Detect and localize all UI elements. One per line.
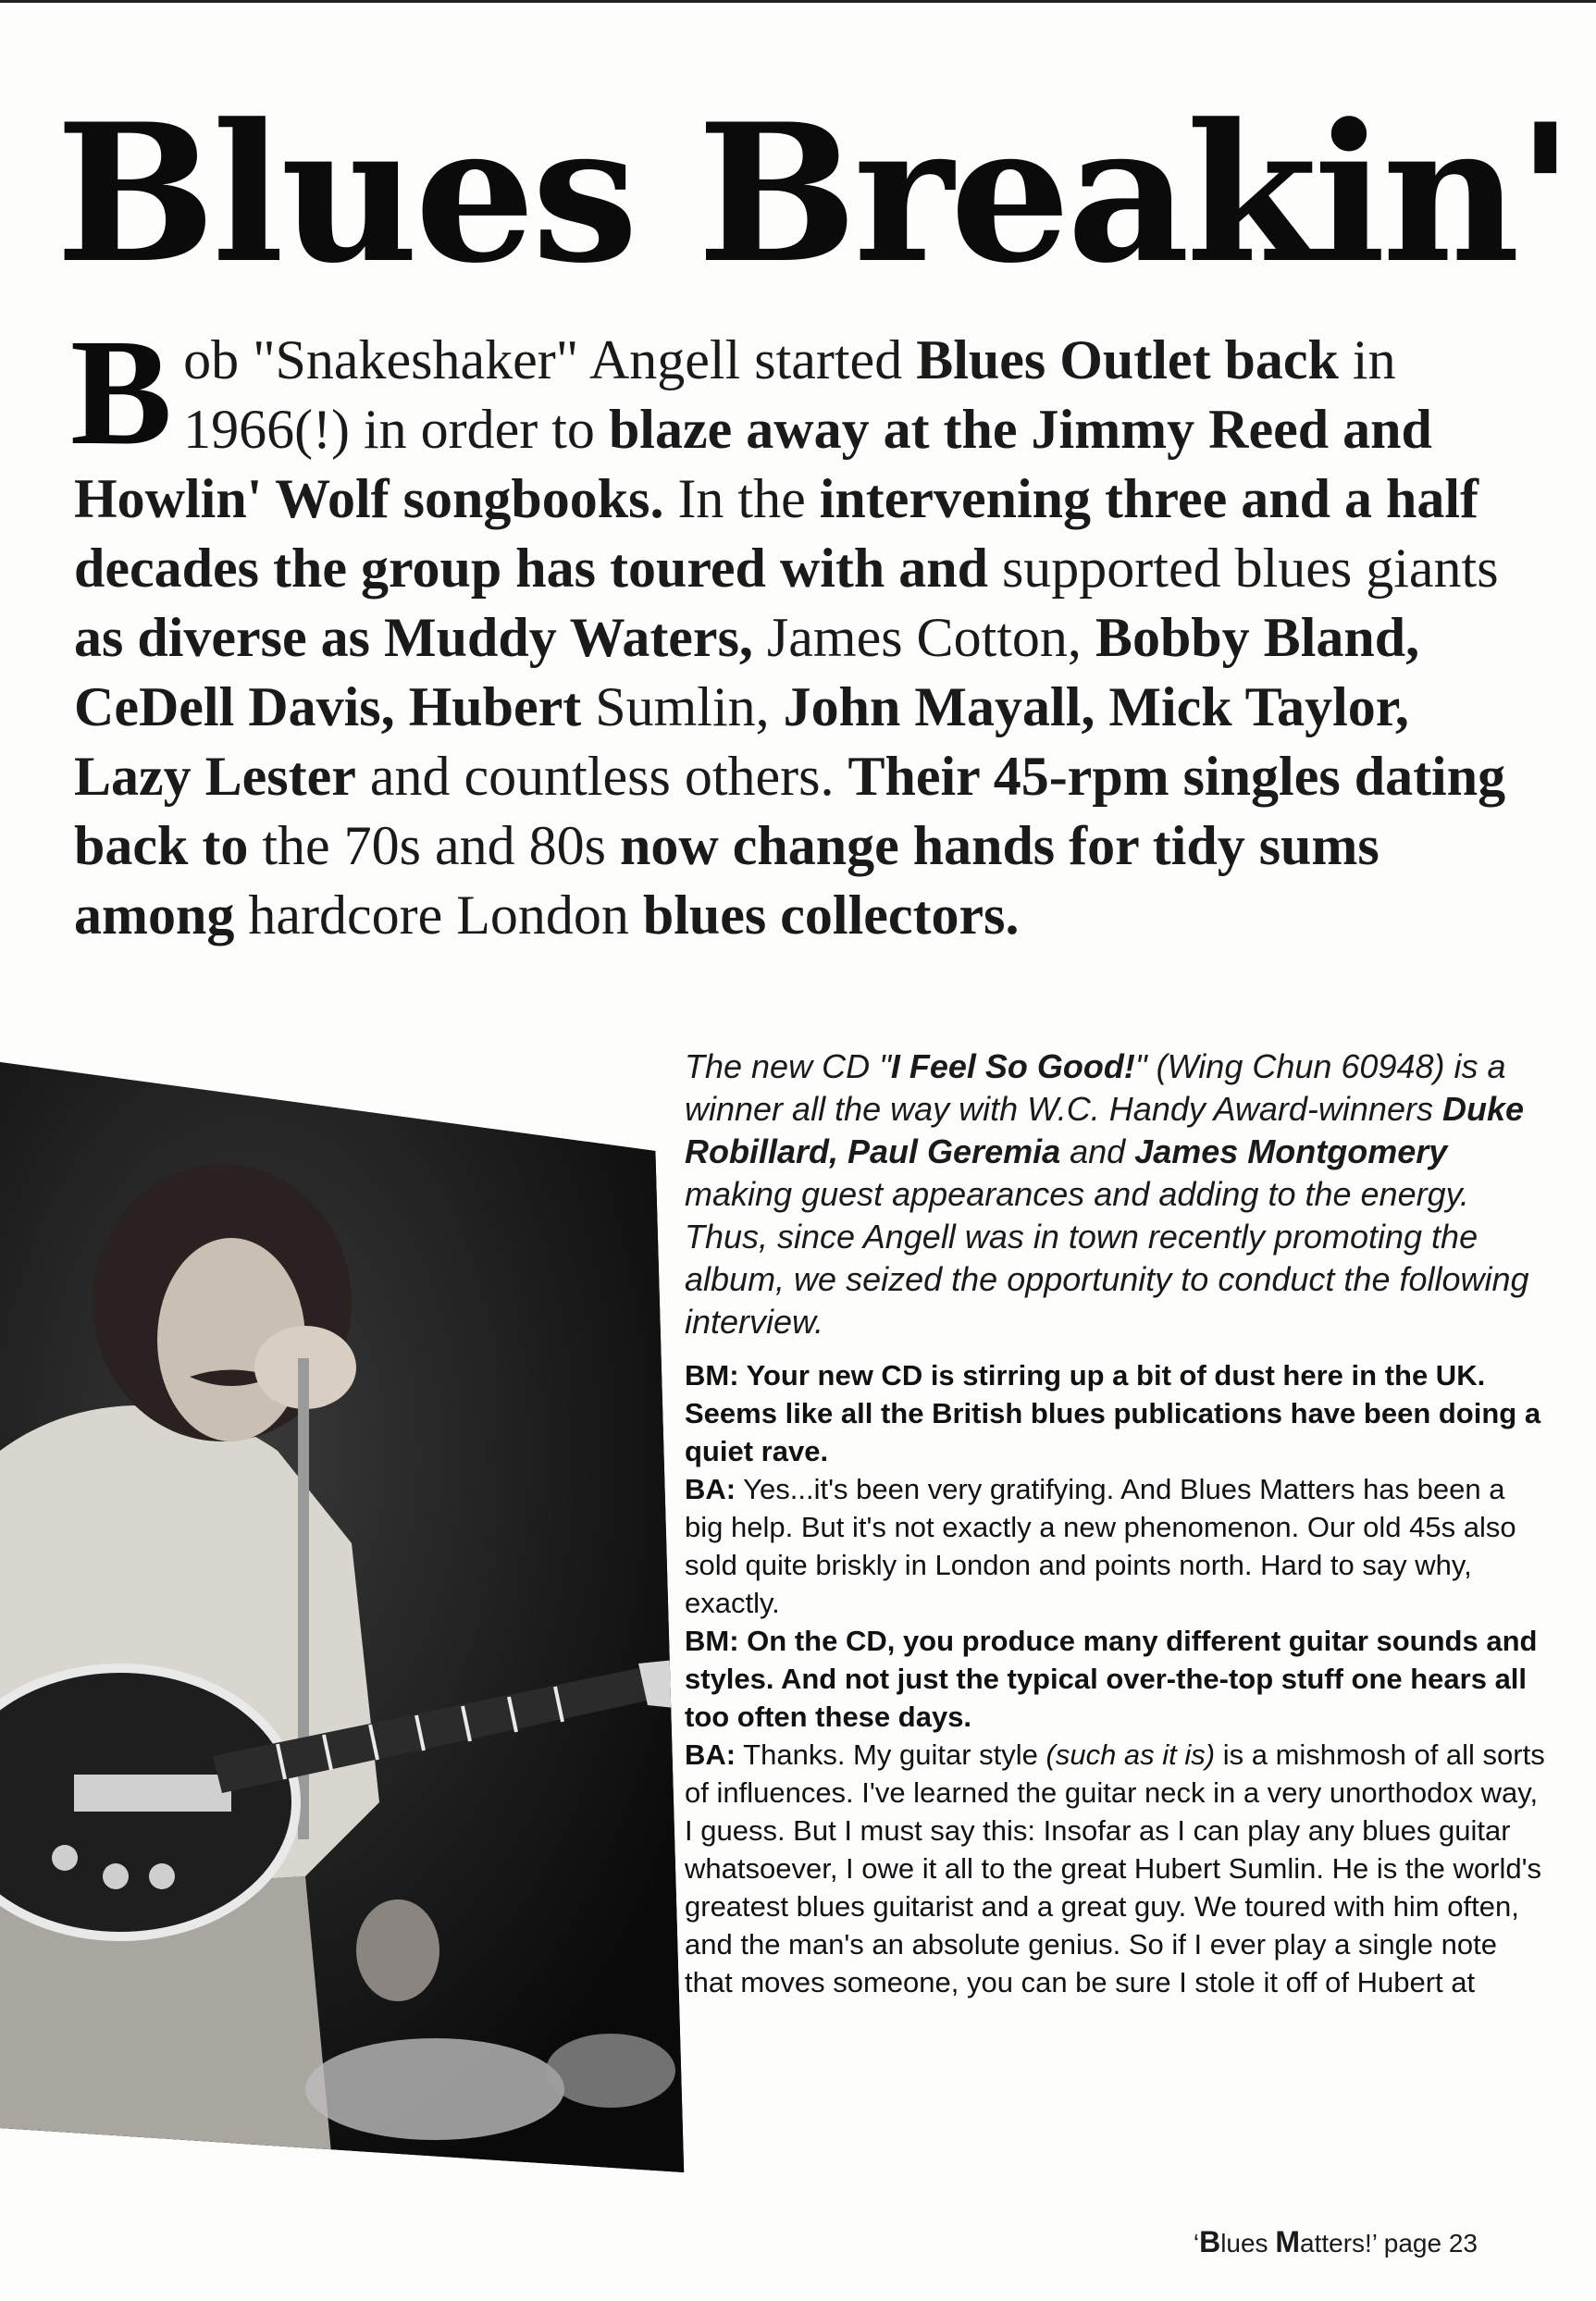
intro-text-7: and countless others. bbox=[355, 746, 848, 807]
intro-bold-2: blaze away at the Jimmy Reed and Howlin' Wolf songbooks. bbox=[74, 399, 1432, 529]
article-body bbox=[685, 1045, 1545, 2001]
cd-title: I Feel So Good! bbox=[890, 1047, 1135, 1085]
question-1 bbox=[685, 1356, 1545, 1470]
guest-names-2: James Montgomery bbox=[1134, 1132, 1448, 1170]
footer-atters: atters!’ bbox=[1300, 2229, 1377, 2258]
question-2-text: On the CD, you produce many different guitar sounds and styles. And not just the typical over-the-top stuff one hears all too often these days. bbox=[685, 1625, 1538, 1733]
answer-2-text-2: is a mishmosh of all sorts of influences. I've learned the guitar neck in a very unorthodox way, I guess. But I must say this: Insofar as I can play any blues guitar whatsoever, I owe it all to the great Hubert Sumlin. He is the world's greatest blues guitarist and a great guy. We toured with him often, and the man's an absolute genius. So if I ever play a single note that moves someone, you can be sure I stole it off of Hubert at bbox=[685, 1738, 1545, 1998]
page-number: page 23 bbox=[1377, 2229, 1478, 2258]
guest-names-1: Duke Robillard, Paul Geremia bbox=[685, 1090, 1524, 1170]
answer-1 bbox=[685, 1470, 1545, 1622]
intro-text-4: supported blues giants bbox=[987, 538, 1499, 599]
lead-text-2: " (Wing Chun 60948) is a winner all the way with W.C. Handy Award-winners bbox=[685, 1047, 1506, 1128]
answer-label: BA: bbox=[685, 1738, 736, 1771]
question-1-text: Your new CD is stirring up a bit of dust here in the UK. Seems like all the British blues publications have been doing a quiet rave. bbox=[685, 1359, 1541, 1467]
intro-text-5: James Cotton, bbox=[752, 607, 1095, 668]
intro-bold-9: blues collectors. bbox=[642, 885, 1020, 946]
answer-2-text-1: Thanks. My guitar style bbox=[743, 1738, 1046, 1771]
question-2 bbox=[685, 1622, 1545, 1736]
intro-paragraph bbox=[70, 307, 1517, 950]
intro-text-3: In the bbox=[663, 468, 820, 529]
photo-illustration bbox=[0, 1062, 712, 2172]
intro-text-2: in 1966(!) in order to bbox=[183, 329, 1396, 460]
answer-2 bbox=[685, 1736, 1545, 2001]
article-title: Blues Breakin' bbox=[56, 83, 1571, 305]
answer-1-text: Yes...it's been very gratifying. And Blues Matters has been a big help. But it's not exactly a new phenomenon. Our old 45s also sold quite briskly in London and points north. Hard to say why, exactly. bbox=[685, 1473, 1516, 1619]
intro-bold-5: Bobby Bland, CeDell Davis, Hubert bbox=[74, 607, 1420, 737]
intro-bold-1: Blues Outlet back bbox=[916, 329, 1339, 390]
footer-quote: ‘ bbox=[1193, 2229, 1200, 2258]
intro-bold-6: John Mayall, Mick Taylor, Lazy Lester bbox=[74, 676, 1409, 807]
lead-paragraph bbox=[685, 1045, 1545, 1343]
intro-text-9: hardcore London bbox=[234, 885, 643, 946]
footer-lues: lues bbox=[1220, 2229, 1276, 2258]
intro-text-6: Sumlin, bbox=[581, 676, 784, 737]
top-rule bbox=[0, 0, 1596, 3]
question-label: BM: bbox=[685, 1359, 739, 1392]
performer-photo bbox=[0, 1062, 712, 2172]
question-label: BM: bbox=[685, 1625, 739, 1657]
intro-bold-7: Their 45-rpm singles dating back to bbox=[74, 746, 1506, 876]
drop-cap: B bbox=[70, 307, 173, 476]
answer-label: BA: bbox=[685, 1473, 736, 1505]
lead-text-1: The new CD " bbox=[685, 1047, 891, 1085]
footer-cap-b: B bbox=[1199, 2225, 1221, 2258]
lead-text-3: and bbox=[1060, 1132, 1135, 1170]
intro-bold-3: intervening three and a half decades the group has toured with and bbox=[74, 468, 1478, 599]
intro-text-1: ob "Snakeshaker" Angell started bbox=[183, 329, 917, 390]
footer-cap-m: M bbox=[1275, 2225, 1300, 2258]
page-footer bbox=[1194, 2225, 1478, 2259]
lead-text-4: making guest appearances and adding to the energy. Thus, since Angell was in town recently promoting the album, we seized the opportunity to conduct the following interview. bbox=[685, 1175, 1529, 1341]
intro-text-8: the 70s and 80s bbox=[248, 815, 620, 876]
intro-bold-4: as diverse as Muddy Waters, bbox=[74, 607, 753, 668]
answer-2-italic: (such as it is) bbox=[1045, 1738, 1216, 1771]
intro-bold-8: now change hands for tidy sums among bbox=[74, 815, 1379, 946]
